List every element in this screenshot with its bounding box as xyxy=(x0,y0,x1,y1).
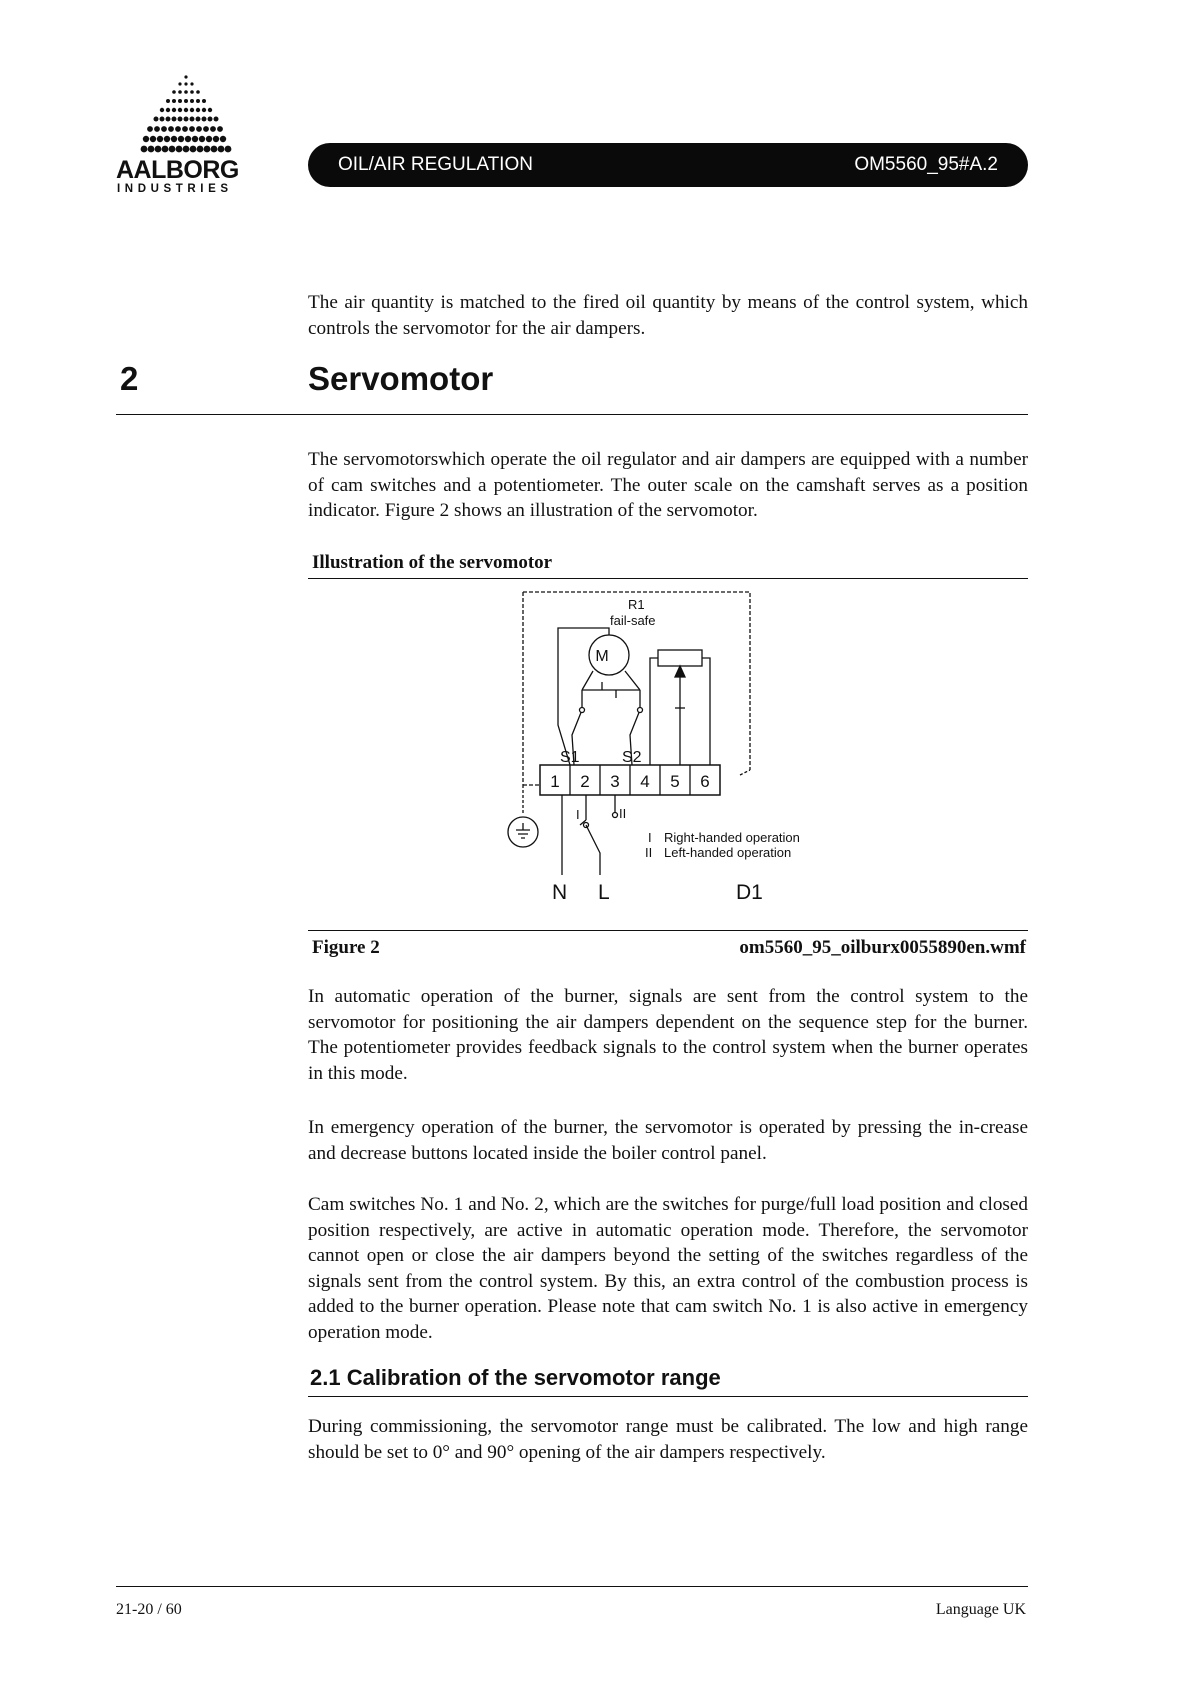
paragraph-automatic: In automatic operation of the burner, signals are sent from the control system to the servomotor for positioning the air dampers dependent on the sequence step for the burner. The potentiometer provides feedback signals to the control system when the burner operates in this mode. xyxy=(308,986,1028,1084)
terminal-1: 1 xyxy=(550,772,560,791)
logo-dots-icon xyxy=(116,72,256,162)
terminal-3: 3 xyxy=(610,772,620,791)
header-title: OIL/AIR REGULATION xyxy=(338,154,533,175)
intro-paragraph: The air quantity is matched to the fired oil quantity by means of the control system, which controls the servomotor for the air dampers. xyxy=(308,292,1028,339)
earth-icon xyxy=(508,817,538,847)
s2-label: S2 xyxy=(622,749,642,766)
figure-filename: om5560_95_oilburx0055890en.wmf xyxy=(739,937,1026,958)
terminal-2: 2 xyxy=(580,772,590,791)
legend-mark-i: I xyxy=(648,830,652,845)
section-title: Servomotor xyxy=(308,360,494,397)
terminal-4: 4 xyxy=(640,772,650,791)
terminal-6: 6 xyxy=(700,772,710,791)
legend-text-ii: Left-handed operation xyxy=(664,845,792,860)
terminal-5: 5 xyxy=(670,772,680,791)
switch-i-mark: I xyxy=(576,807,580,822)
figure-heading: Illustration of the servomotor xyxy=(312,552,553,573)
logo-name: AALBORG xyxy=(116,156,239,184)
servomotor-diagram xyxy=(490,585,850,915)
motor-label: M xyxy=(595,648,609,665)
section-number: 2 xyxy=(120,360,139,397)
figure-bottom-rule xyxy=(308,930,1028,931)
failsafe-label: fail-safe xyxy=(610,613,656,628)
legend-text-i: Right-handed operation xyxy=(664,830,800,845)
legend-mark-ii: II xyxy=(645,845,653,860)
l-label: L xyxy=(598,881,610,904)
subsection-title: 2.1 Calibration of the servomotor range xyxy=(310,1365,721,1390)
logo-subtitle: INDUSTRIES xyxy=(117,183,233,195)
figure-top-rule xyxy=(308,578,1028,579)
paragraph-cam-switches: Cam switches No. 1 and No. 2, which are the switches for purge/full load position and closed position respectively, are active in automatic operation mode. Therefore, the servomotor cannot open or close the air dampers beyond the setting of the switches regardless of the signals sent from the control system. By this, an extra control of the combustion process is added to the burner operation. Please note that cam switch No. 1 is also active in emergency operation mode. xyxy=(308,1194,1028,1343)
document-code: OM5560_95#A.2 xyxy=(854,154,998,175)
subsection-paragraph: During commissioning, the servomotor range must be calibrated. The low and high range should be set to 0° and 90° opening of the air dampers respectively. xyxy=(308,1416,1028,1463)
figure-label: Figure 2 xyxy=(312,937,380,958)
potentiometer-icon xyxy=(658,650,702,666)
subsection-rule xyxy=(308,1396,1028,1397)
r1-label: R1 xyxy=(628,597,645,612)
switch-ii-mark: II xyxy=(619,806,627,821)
paragraph-emergency: In emergency operation of the burner, the servomotor is operated by pressing the in-crease and decrease buttons located inside the boiler control panel. xyxy=(308,1117,1028,1164)
header-bar xyxy=(308,143,1028,187)
wiring-schematic xyxy=(490,585,850,915)
page-number: 21-20 / 60 xyxy=(116,1601,182,1618)
s1-label: S1 xyxy=(560,749,580,766)
d1-label: D1 xyxy=(736,881,763,904)
language-label: Language UK xyxy=(935,1601,1026,1618)
section-paragraph: The servomotorswhich operate the oil regulator and air dampers are equipped with a number of cam switches and a potentiometer. The outer scale on the camshaft serves as a position indicator. Figure 2 shows an illustration of the servomotor. xyxy=(308,449,1028,521)
footer-rule xyxy=(116,1586,1028,1587)
n-label: N xyxy=(552,881,568,904)
section-rule xyxy=(116,414,1028,415)
